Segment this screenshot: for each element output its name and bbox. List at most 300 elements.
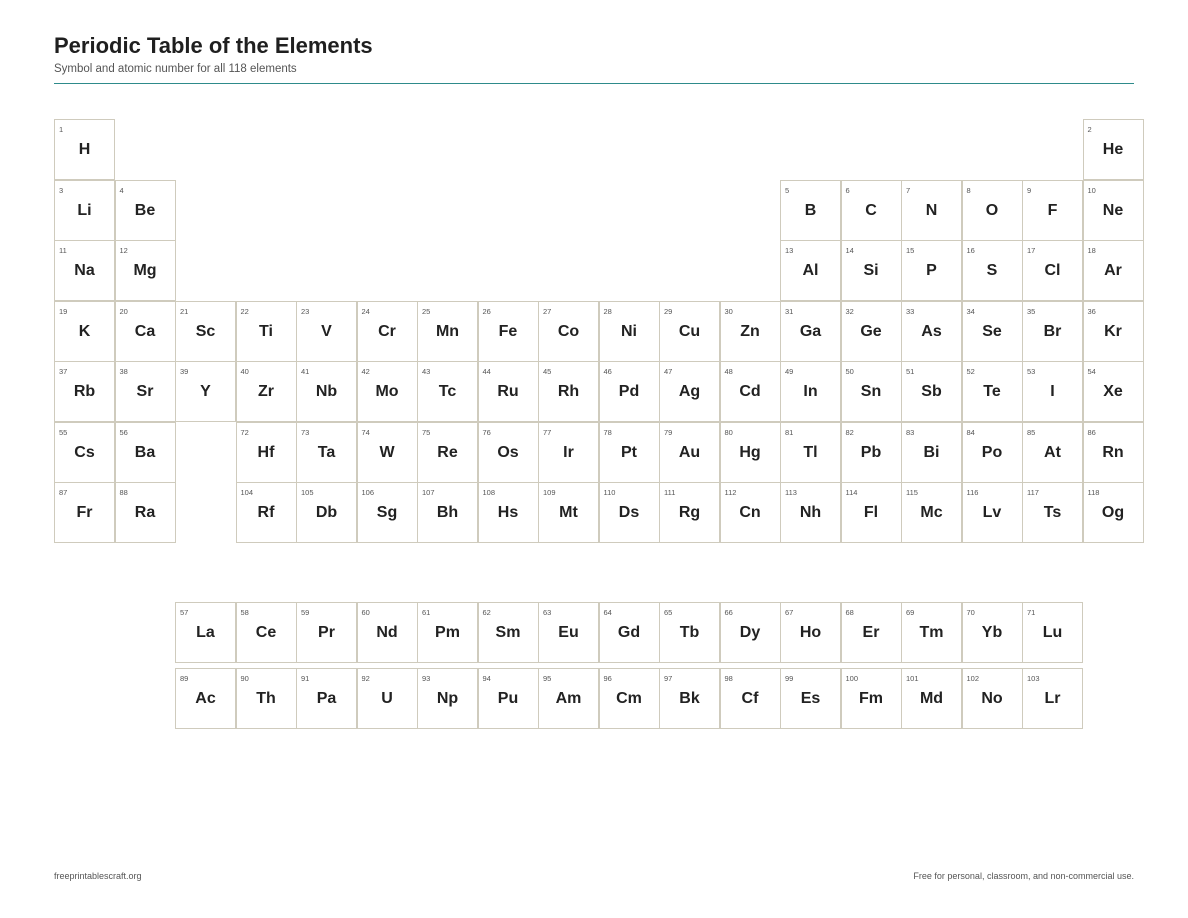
element-symbol: Fm [859, 690, 883, 707]
element-cell-fr [54, 482, 115, 543]
element-cell-pu [478, 668, 539, 729]
atomic-number: 96 [603, 674, 612, 683]
element-cell-u [357, 668, 418, 729]
element-symbol: Ac [195, 690, 216, 707]
element-cell-sn [841, 361, 902, 422]
element-symbol: Zr [258, 383, 274, 400]
element-cell-xe [1083, 361, 1144, 422]
element-cell-nd [357, 602, 418, 663]
atomic-number: 94 [482, 674, 491, 683]
element-cell-at [1022, 422, 1083, 483]
atomic-number: 39 [180, 367, 189, 376]
atomic-number: 44 [482, 367, 491, 376]
atomic-number: 31 [785, 306, 794, 316]
element-symbol: Nd [376, 624, 398, 641]
atomic-number: 101 [906, 674, 919, 683]
element-symbol: Mo [375, 383, 399, 400]
element-cell-rf [236, 482, 297, 543]
element-symbol: Dy [739, 624, 761, 641]
element-cell-sm [478, 602, 539, 663]
element-symbol: Zn [740, 322, 760, 340]
element-symbol: Ne [1102, 201, 1124, 219]
element-cell-am [538, 668, 599, 729]
element-symbol: W [379, 443, 395, 461]
atomic-number: 98 [724, 674, 733, 683]
element-symbol: Ge [860, 322, 882, 340]
element-cell-pt [599, 422, 660, 483]
element-cell-gd [599, 602, 660, 663]
element-cell-si [841, 240, 902, 301]
element-symbol: P [926, 262, 937, 279]
atomic-number: 11 [59, 246, 67, 255]
atomic-number: 93 [422, 674, 431, 683]
atomic-number: 41 [301, 367, 310, 376]
element-symbol: Hs [497, 504, 519, 521]
element-symbol: Pt [621, 443, 637, 461]
element-symbol: Ni [621, 322, 637, 340]
element-cell-rh [538, 361, 599, 422]
element-symbol: Ca [134, 322, 156, 340]
element-cell-as [901, 301, 962, 362]
atomic-number: 104 [240, 488, 254, 497]
atomic-number: 52 [966, 367, 975, 376]
element-symbol: Pu [497, 690, 519, 707]
atomic-number: 85 [1027, 427, 1036, 437]
atomic-number: 21 [180, 306, 189, 316]
element-symbol: Os [497, 443, 519, 461]
element-cell-po [962, 422, 1023, 483]
element-symbol: Cl [1044, 262, 1061, 279]
atomic-number: 55 [59, 427, 68, 437]
element-symbol: Si [863, 262, 879, 279]
element-cell-sc [175, 301, 236, 362]
atomic-number: 12 [119, 246, 128, 255]
element-symbol: In [803, 383, 818, 400]
element-cell-zn [720, 301, 781, 362]
atomic-number: 112 [724, 488, 737, 497]
element-cell-c [841, 180, 902, 241]
atomic-number: 45 [543, 367, 552, 376]
atomic-number: 7 [906, 185, 911, 195]
atomic-number: 54 [1087, 367, 1096, 376]
element-cell-p [901, 240, 962, 301]
page-title: Periodic Table of the Elements [54, 33, 373, 58]
footer-site: freeprintablescraft.org [54, 871, 142, 881]
atomic-number: 33 [906, 306, 915, 316]
atomic-number: 86 [1087, 427, 1096, 437]
atomic-number: 102 [966, 674, 980, 683]
element-symbol: Cs [74, 443, 95, 461]
element-symbol: Kr [1104, 322, 1122, 340]
atomic-number: 103 [1027, 674, 1040, 683]
element-cell-pa [296, 668, 357, 729]
atomic-number: 51 [906, 367, 915, 376]
element-symbol: Li [77, 201, 92, 219]
element-symbol: Ds [618, 504, 640, 521]
element-symbol: Fe [498, 322, 518, 340]
element-cell-co [538, 301, 599, 362]
element-symbol: Og [1101, 504, 1125, 521]
element-cell-ti [236, 301, 297, 362]
atomic-number: 113 [785, 488, 797, 497]
element-cell-mo [357, 361, 418, 422]
atomic-number: 107 [422, 488, 435, 497]
element-cell-lu [1022, 602, 1083, 663]
element-symbol: C [865, 201, 877, 219]
element-cell-rg [659, 482, 720, 543]
atomic-number: 82 [845, 427, 854, 437]
atomic-number: 42 [361, 367, 370, 376]
atomic-number: 63 [543, 608, 552, 617]
element-symbol: Ba [134, 443, 156, 461]
element-cell-te [962, 361, 1023, 422]
element-cell-cr [357, 301, 418, 362]
element-cell-v [296, 301, 357, 362]
element-symbol: K [78, 322, 91, 340]
element-cell-sg [357, 482, 418, 543]
element-symbol: Cr [378, 322, 396, 340]
atomic-number: 40 [240, 367, 249, 376]
atomic-number: 64 [603, 608, 612, 617]
element-cell-ho [780, 602, 841, 663]
atomic-number: 13 [785, 246, 794, 255]
element-cell-w [357, 422, 418, 483]
element-cell-ne [1083, 180, 1144, 241]
element-cell-bh [417, 482, 478, 543]
element-symbol: Lv [982, 504, 1002, 521]
atomic-number: 53 [1027, 367, 1036, 376]
element-symbol: Cm [616, 690, 642, 707]
atomic-number: 62 [482, 608, 491, 617]
atomic-number: 117 [1027, 488, 1039, 497]
element-symbol: Ta [317, 443, 336, 461]
atomic-number: 69 [906, 608, 915, 617]
element-symbol: Gd [617, 624, 641, 641]
element-cell-i [1022, 361, 1083, 422]
element-symbol: Eu [558, 624, 579, 641]
element-cell-og [1083, 482, 1144, 543]
element-cell-fe [478, 301, 539, 362]
element-cell-tb [659, 602, 720, 663]
element-cell-ga [780, 301, 841, 362]
element-symbol: Cd [739, 383, 761, 400]
atomic-number: 27 [543, 306, 552, 316]
element-cell-eu [538, 602, 599, 663]
element-cell-fl [841, 482, 902, 543]
atomic-number: 50 [845, 367, 854, 376]
element-symbol: Hf [257, 443, 275, 461]
element-cell-mn [417, 301, 478, 362]
atomic-number: 59 [301, 608, 310, 617]
element-cell-db [296, 482, 357, 543]
element-symbol: Ar [1104, 262, 1122, 279]
atomic-number: 118 [1087, 488, 1100, 497]
element-symbol: Bi [923, 443, 940, 461]
element-cell-mt [538, 482, 599, 543]
atomic-number: 24 [361, 306, 370, 316]
atomic-number: 71 [1027, 608, 1036, 617]
element-cell-n [901, 180, 962, 241]
atomic-number: 25 [422, 306, 431, 316]
element-symbol: Rh [557, 383, 580, 400]
atomic-number: 20 [119, 306, 128, 316]
atomic-number: 67 [785, 608, 794, 617]
footer-notice: Free for personal, classroom, and non-commercial use. [913, 871, 1134, 881]
element-symbol: He [1102, 141, 1124, 158]
element-symbol: Cu [678, 322, 701, 340]
element-cell-ce [236, 602, 297, 663]
element-cell-ru [478, 361, 539, 422]
element-symbol: B [804, 201, 817, 219]
atomic-number: 29 [664, 306, 673, 316]
element-cell-no [962, 668, 1023, 729]
element-symbol: Ag [678, 383, 701, 400]
atomic-number: 97 [664, 674, 673, 683]
atomic-number: 79 [664, 427, 673, 437]
element-symbol: Sr [136, 383, 154, 400]
element-cell-kr [1083, 301, 1144, 362]
atomic-number: 87 [59, 488, 68, 497]
element-symbol: Bk [679, 690, 700, 707]
atomic-number: 95 [543, 674, 552, 683]
atomic-number: 84 [966, 427, 975, 437]
atomic-number: 8 [966, 185, 971, 195]
element-cell-md [901, 668, 962, 729]
element-cell-ra [115, 482, 176, 543]
element-cell-ni [599, 301, 660, 362]
element-cell-se [962, 301, 1023, 362]
element-symbol: Hg [739, 443, 761, 461]
atomic-number: 2 [1087, 125, 1092, 134]
atomic-number: 88 [119, 488, 128, 497]
atomic-number: 66 [724, 608, 733, 617]
element-symbol: Al [802, 262, 819, 279]
atomic-number: 65 [664, 608, 673, 617]
element-cell-mc [901, 482, 962, 543]
atomic-number: 105 [301, 488, 314, 497]
element-cell-cu [659, 301, 720, 362]
atomic-number: 26 [482, 306, 491, 316]
element-cell-cf [720, 668, 781, 729]
element-symbol: Sm [495, 624, 521, 641]
element-symbol: U [381, 690, 393, 707]
element-cell-os [478, 422, 539, 483]
atomic-number: 15 [906, 246, 915, 255]
element-symbol: Lu [1042, 624, 1063, 641]
element-symbol: I [1050, 383, 1055, 400]
element-cell-ar [1083, 240, 1144, 301]
element-symbol: Cf [741, 690, 759, 707]
element-symbol: Tm [919, 624, 944, 641]
atomic-number: 70 [966, 608, 975, 617]
element-cell-np [417, 668, 478, 729]
element-symbol: Rf [257, 504, 275, 521]
element-cell-s [962, 240, 1023, 301]
element-cell-ts [1022, 482, 1083, 543]
atomic-number: 43 [422, 367, 431, 376]
atomic-number: 17 [1027, 246, 1036, 255]
element-cell-la [175, 602, 236, 663]
element-symbol: O [985, 201, 999, 219]
atomic-number: 74 [361, 427, 370, 437]
element-symbol: Re [437, 443, 458, 461]
element-cell-bk [659, 668, 720, 729]
element-cell-cn [720, 482, 781, 543]
element-symbol: Cn [739, 504, 761, 521]
element-cell-yb [962, 602, 1023, 663]
atomic-number: 58 [240, 608, 249, 617]
element-symbol: Sg [376, 504, 398, 521]
element-symbol: Tc [438, 383, 457, 400]
element-symbol: N [925, 201, 938, 219]
atomic-number: 23 [301, 306, 310, 316]
element-cell-au [659, 422, 720, 483]
element-cell-bi [901, 422, 962, 483]
atomic-number: 56 [119, 427, 128, 437]
element-cell-na [54, 240, 115, 301]
element-symbol: Ga [799, 322, 822, 340]
element-cell-ac [175, 668, 236, 729]
element-symbol: Fr [76, 504, 93, 521]
element-cell-nh [780, 482, 841, 543]
element-symbol: Pm [435, 624, 460, 641]
atomic-number: 22 [240, 306, 249, 316]
element-cell-es [780, 668, 841, 729]
element-symbol: Ts [1043, 504, 1062, 521]
element-symbol: Ra [134, 504, 156, 521]
element-cell-in [780, 361, 841, 422]
element-cell-h [54, 119, 115, 180]
atomic-number: 28 [603, 306, 612, 316]
element-symbol: Au [678, 443, 701, 461]
atomic-number: 19 [59, 306, 68, 316]
element-symbol: At [1044, 443, 1061, 461]
element-symbol: Am [555, 690, 582, 707]
element-cell-ba [115, 422, 176, 483]
atomic-number: 78 [603, 427, 612, 437]
element-cell-er [841, 602, 902, 663]
element-symbol: Br [1043, 322, 1062, 340]
element-cell-ir [538, 422, 599, 483]
atomic-number: 46 [603, 367, 612, 376]
element-symbol: Xe [1103, 383, 1123, 400]
element-symbol: Lr [1044, 690, 1061, 707]
element-cell-f [1022, 180, 1083, 241]
atomic-number: 9 [1027, 185, 1032, 195]
atomic-number: 72 [240, 427, 249, 437]
element-symbol: No [981, 690, 1003, 707]
element-symbol: Db [315, 504, 338, 521]
atomic-number: 4 [119, 185, 124, 195]
element-symbol: Te [983, 383, 1001, 400]
element-symbol: Es [800, 690, 821, 707]
element-symbol: Rn [1102, 443, 1124, 461]
atomic-number: 3 [59, 185, 64, 195]
atomic-number: 36 [1087, 306, 1096, 316]
element-cell-lr [1022, 668, 1083, 729]
element-symbol: Ru [497, 383, 519, 400]
element-cell-al [780, 240, 841, 301]
element-symbol: Na [74, 262, 95, 279]
element-cell-cs [54, 422, 115, 483]
atomic-number: 81 [785, 427, 794, 437]
element-cell-hf [236, 422, 297, 483]
atomic-number: 10 [1087, 185, 1096, 195]
element-cell-rn [1083, 422, 1144, 483]
element-symbol: V [321, 322, 332, 340]
element-cell-cm [599, 668, 660, 729]
atomic-number: 111 [664, 488, 676, 497]
element-cell-zr [236, 361, 297, 422]
atomic-number: 35 [1027, 306, 1036, 316]
element-cell-sb [901, 361, 962, 422]
atomic-number: 73 [301, 427, 310, 437]
atomic-number: 37 [59, 367, 68, 376]
element-cell-mg [115, 240, 176, 301]
element-cell-b [780, 180, 841, 241]
element-cell-hs [478, 482, 539, 543]
element-cell-pm [417, 602, 478, 663]
element-cell-dy [720, 602, 781, 663]
atomic-number: 76 [482, 427, 491, 437]
element-symbol: Mn [435, 322, 460, 340]
atomic-number: 106 [361, 488, 375, 497]
atomic-number: 6 [845, 185, 850, 195]
element-cell-ca [115, 301, 176, 362]
atomic-number: 115 [906, 488, 918, 497]
atomic-number: 80 [724, 427, 733, 437]
atomic-number: 114 [845, 488, 858, 497]
element-symbol: Tb [679, 624, 700, 641]
element-cell-li [54, 180, 115, 241]
atomic-number: 83 [906, 427, 915, 437]
atomic-number: 57 [180, 608, 189, 617]
element-symbol: Fl [863, 504, 879, 521]
element-cell-re [417, 422, 478, 483]
element-cell-hg [720, 422, 781, 483]
element-symbol: Ir [563, 443, 574, 461]
element-symbol: La [196, 624, 215, 641]
atomic-number: 108 [482, 488, 496, 497]
element-cell-ta [296, 422, 357, 483]
atomic-number: 100 [845, 674, 859, 683]
element-symbol: Tl [803, 443, 818, 461]
element-symbol: F [1047, 201, 1058, 219]
element-symbol: As [921, 322, 942, 340]
element-symbol: Yb [981, 624, 1003, 641]
element-symbol: Nb [315, 383, 338, 400]
element-symbol: Ti [259, 322, 273, 340]
element-symbol: Pa [316, 690, 337, 707]
element-symbol: Th [256, 690, 276, 707]
element-symbol: Sn [860, 383, 882, 400]
atomic-number: 38 [119, 367, 128, 376]
element-cell-pd [599, 361, 660, 422]
atomic-number: 99 [785, 674, 794, 683]
atomic-number: 109 [543, 488, 556, 497]
atomic-number: 1 [59, 125, 64, 134]
atomic-number: 16 [966, 246, 975, 255]
atomic-number: 34 [966, 306, 975, 316]
element-cell-br [1022, 301, 1083, 362]
element-symbol: Er [862, 624, 880, 641]
element-symbol: Co [557, 322, 580, 340]
element-symbol: Ce [255, 624, 277, 641]
atomic-number: 32 [845, 306, 854, 316]
atomic-number: 61 [422, 608, 431, 617]
element-symbol: Po [981, 443, 1003, 461]
atomic-number: 48 [724, 367, 733, 376]
